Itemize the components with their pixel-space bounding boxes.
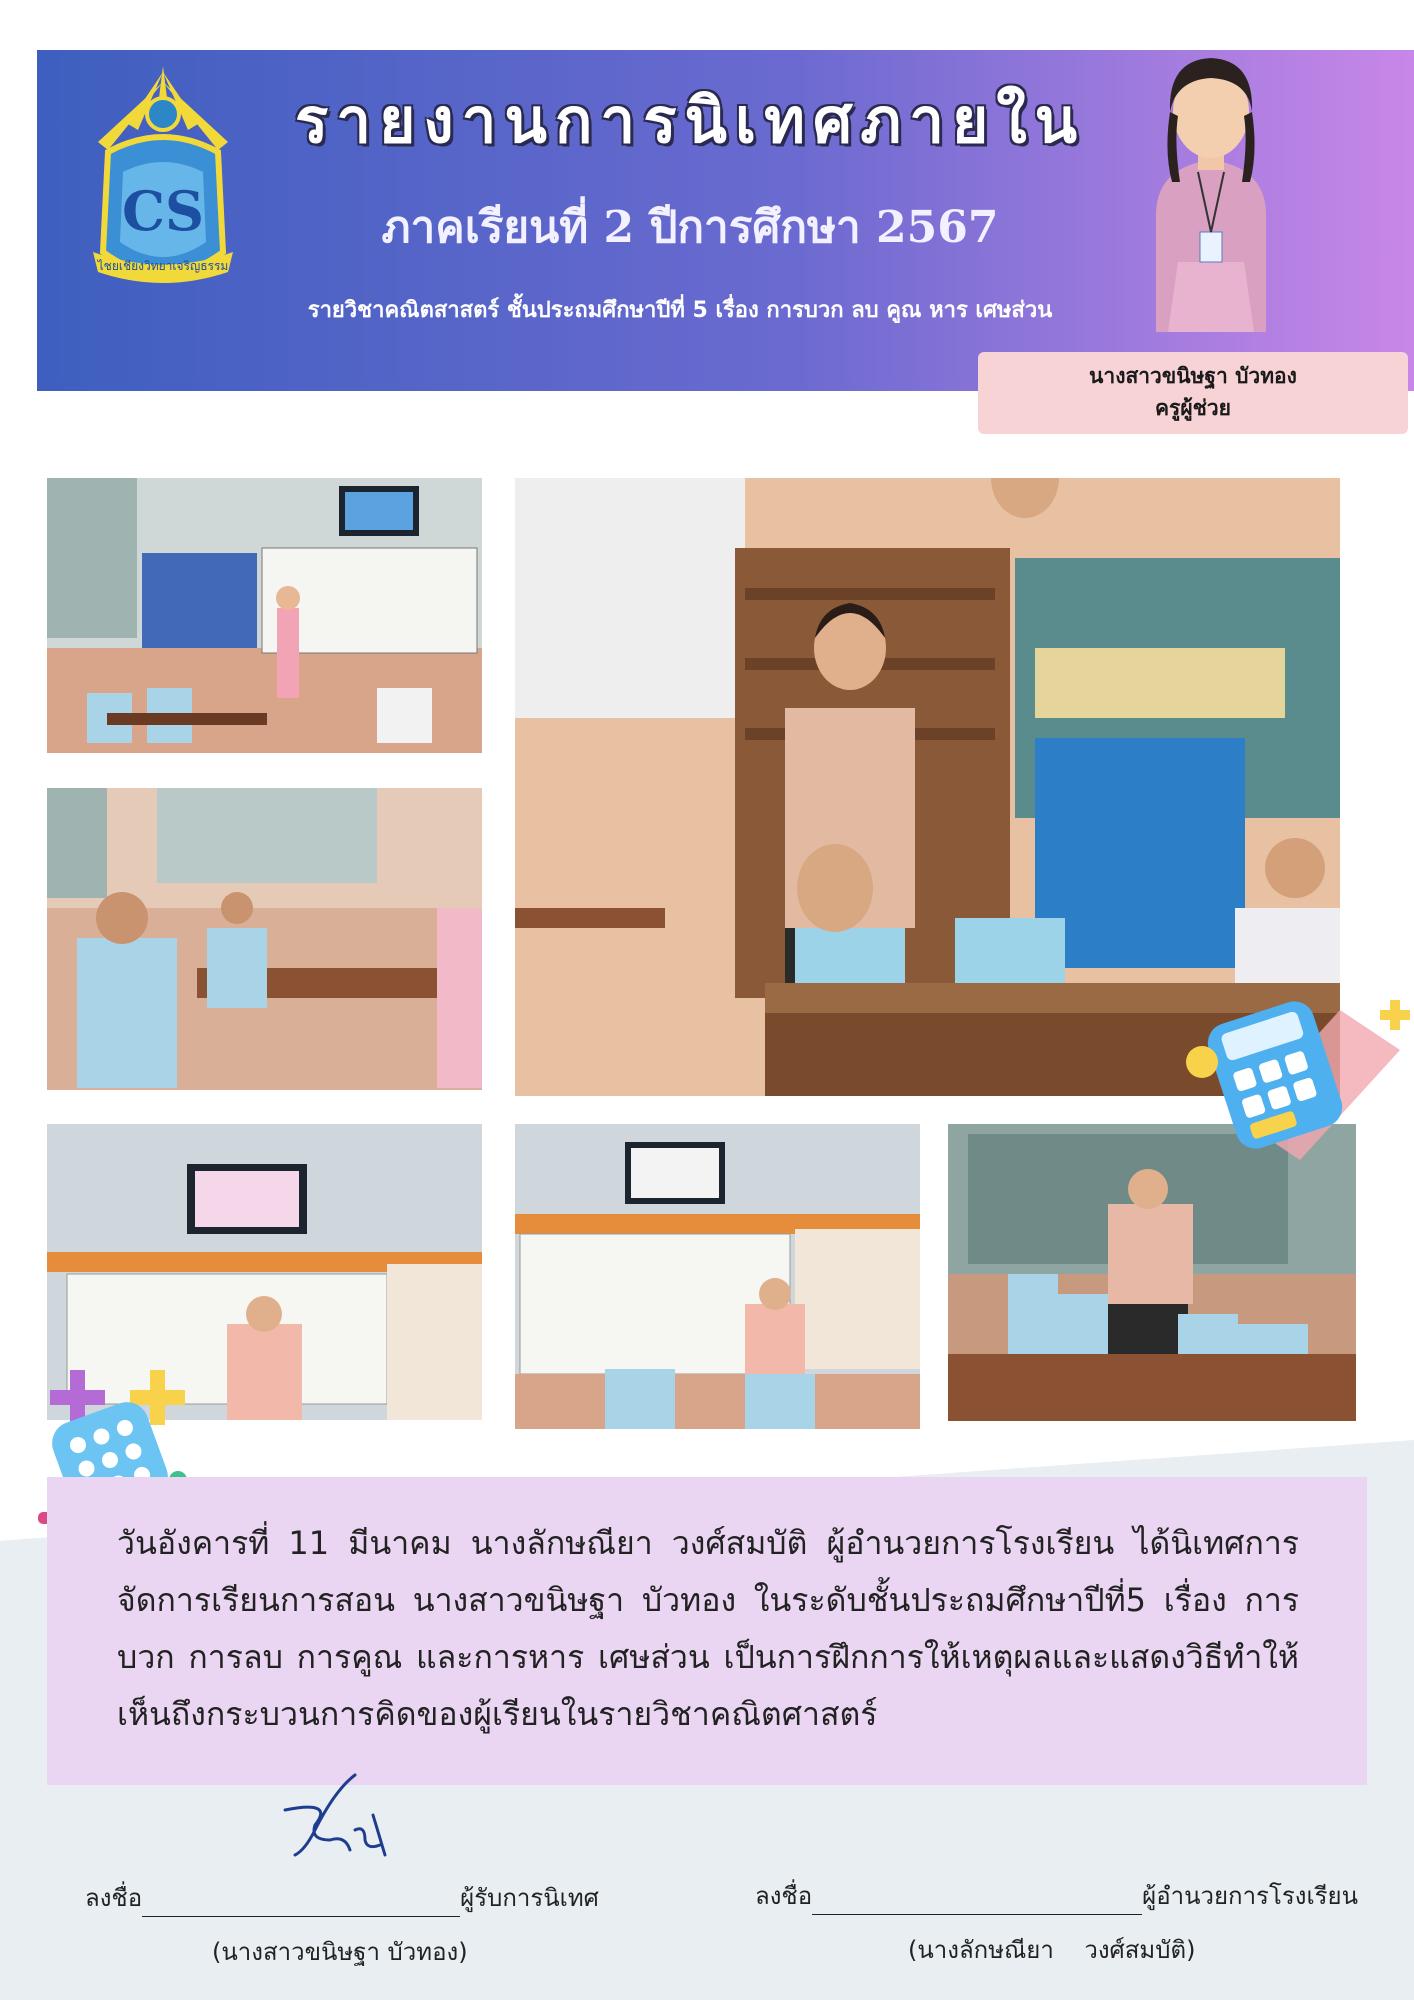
semester-subtitle: ภาคเรียนที่ 2 ปีการศึกษา 2567 bbox=[381, 202, 999, 253]
signer-name-right: (นางลักษณียา วงศ์สมบัติ) bbox=[908, 1936, 1196, 1964]
report-box bbox=[47, 1477, 1367, 1785]
page-title: รายงานการนิเทศภายใน bbox=[294, 84, 1086, 157]
classroom-photo-2 bbox=[47, 788, 482, 1090]
classroom-photo-4 bbox=[515, 1124, 920, 1429]
svg-text:ไชยเชียงวิทยาเจริญธรรม: ไชยเชียงวิทยาเจริญธรรม bbox=[97, 259, 229, 273]
teacher-name-tag bbox=[978, 352, 1408, 434]
teacher-portrait bbox=[1098, 32, 1324, 332]
teacher-position: ครูผู้ช่วย bbox=[1155, 396, 1231, 420]
svg-text:CS: CS bbox=[122, 179, 204, 243]
sign-prefix-left: ลงชื่อ bbox=[85, 1884, 143, 1912]
report-text: วันอังคารที่ 11 มีนาคม นางลักษณียา วงศ์สมบัติ ผู้อำนวยการโรงเรียน ได้นิเทศการจัดการเรียนการสอน นางสาวขนิษฐา บัวทอง ในระดับชั้นประถมศึกษาปีที่5 เรื่อง การบวก การลบ การคูณ และการหาร เศษส่วน เป็นการฝึกการให้เหตุผลและแสดงวิธีทำให้เห็นถึงกระบวนการคิดของผู้เรียนในรายวิชาคณิตศาสตร์ bbox=[117, 1524, 1299, 1733]
signature-line-left bbox=[142, 1888, 460, 1917]
school-logo bbox=[78, 62, 248, 302]
calculator-icon bbox=[1180, 990, 1410, 1180]
handwritten-signature bbox=[255, 1770, 395, 1865]
classroom-photo-1 bbox=[47, 478, 482, 753]
sign-prefix-right: ลงชื่อ bbox=[755, 1882, 813, 1910]
signer-name-left: (นางสาวขนิษฐา บัวทอง) bbox=[212, 1938, 468, 1966]
signer-role-left: ผู้รับการนิเทศ bbox=[460, 1884, 599, 1912]
teacher-name: นางสาวขนิษฐา บัวทอง bbox=[1089, 364, 1297, 388]
subject-line: รายวิชาคณิตสาสตร์ ชั้นประถมศึกษาปีที่ 5 เรื่อง การบวก ลบ คูณ หาร เศษส่วน bbox=[307, 298, 1053, 323]
signature-left bbox=[85, 1878, 599, 1917]
signature-right bbox=[755, 1876, 1358, 1915]
signer-role-right: ผู้อำนวยการโรงเรียน bbox=[1142, 1882, 1358, 1910]
signature-line-right bbox=[812, 1886, 1142, 1915]
